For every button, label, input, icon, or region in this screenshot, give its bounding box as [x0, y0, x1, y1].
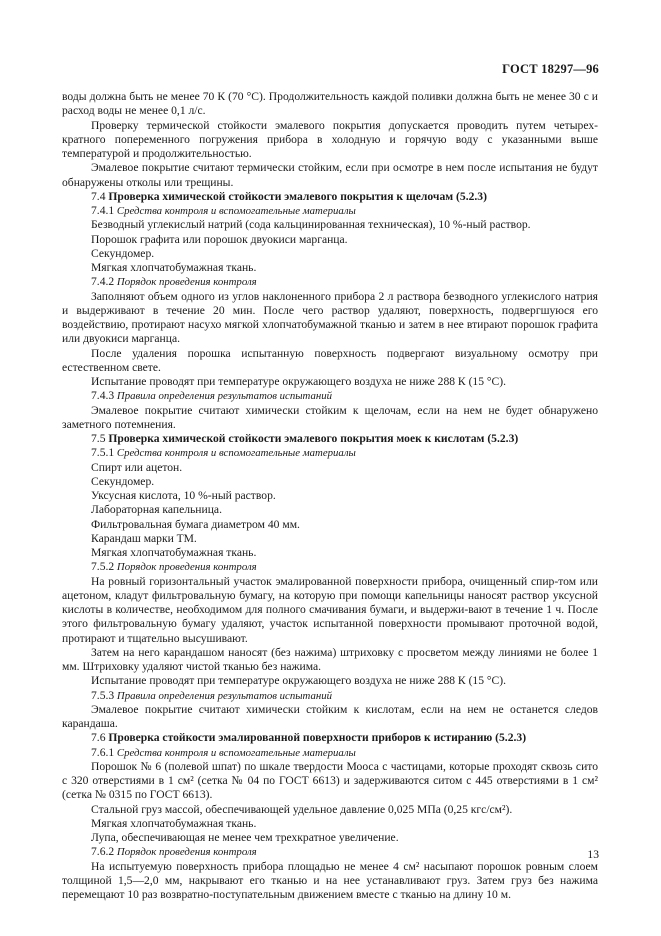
- subsection-title: Правила определения результатов испытаний: [116, 689, 333, 702]
- list-item: Секундомер.: [91, 474, 155, 488]
- subsection-title: Порядок проведения контроля: [116, 276, 257, 289]
- subsection-title: Средства контроля и вспомогательные материалы: [116, 205, 356, 217]
- section-heading: [62, 190, 598, 204]
- body-paragraph: После удаления порошка испытанную поверхность подвергают визуальному осмотру при естественном свете.: [62, 346, 598, 374]
- list-item: Порошок графита или порошок двуокиси марганца.: [91, 232, 348, 246]
- subsection-heading: [62, 746, 598, 760]
- subsection-title: Правила определения результатов испытаний: [116, 390, 333, 403]
- subsection-number: 7.4.1: [91, 204, 115, 217]
- body-paragraph: Эмалевое покрытие считают термически стойким, если при осмотре в нем после испытания не будут обнаружены отколы или трещины.: [62, 161, 598, 189]
- list-item: Карандаш марки ТМ.: [91, 531, 197, 545]
- body-paragraph: На испытуемую поверхность прибора площадью не менее 4 см² насыпают порошок ровным слоем толщиной 1,5—2,0 мм, накрывают его тканью и на нее устанавливают груз. Затем груз без нажима перемещают 10 раз возвратно-поступательным движением вместе с тканью на длину 10 м.: [62, 859, 598, 901]
- section-number: 7.6: [91, 731, 106, 745]
- body-paragraph: Проверку термической стойкости эмалевого покрытия допускается проводить путем четырех-кратного попеременного погружения прибора в холодную и горячую воду с указанными выше температурой и продолжительностью.: [62, 118, 598, 160]
- subsection-number: 7.6.2: [91, 845, 115, 859]
- list-item: Лабораторная капельница.: [91, 503, 222, 517]
- list-item: Мягкая хлопчатобумажная ткань.: [91, 546, 257, 559]
- page-number: 13: [587, 848, 599, 861]
- list-item: Секундомер.: [91, 246, 155, 260]
- section-title: Проверка стойкости эмалированной поверхности приборов к истиранию (5.2.3): [108, 731, 527, 745]
- body-paragraph: Эмалевое покрытие считают химически стойким к щелочам, если на нем не будет обнаружено заметного потемнения.: [62, 403, 598, 431]
- subsection-number: 7.5.1: [91, 446, 115, 460]
- list-item: Спирт или ацетон.: [91, 460, 183, 474]
- body-paragraph: Порошок № 6 (полевой шпат) по шкале твердости Мооса с частицами, которые проходят сквозь сито с 320 отверстиями в 1 см² (сетка № 04 по ГОСТ 6613) и задерживаются ситом с 445 отверстиями в 1 см² (сетка № 0315 по ГОСТ 6613).: [62, 759, 598, 802]
- document-body: [62, 90, 598, 902]
- list-item: Уксусная кислота, 10 %-ный раствор.: [91, 489, 276, 502]
- subsection-number: 7.5.3: [91, 688, 115, 702]
- section-heading: [62, 432, 598, 446]
- subsection-number: 7.4.2: [91, 275, 115, 289]
- list-item: Мягкая хлопчатобумажная ткань.: [91, 261, 257, 274]
- subsection-heading: [62, 446, 598, 460]
- list-item: Безводный углекислый натрий (сода кальцинированная техническая), 10 %-ный раствор.: [91, 218, 531, 232]
- body-paragraph: воды должна быть не менее 70 К (70 °С). Продолжительность каждой поливки должна быть не менее 30 с и расход воды не менее 0,1 л/с.: [62, 90, 598, 118]
- list-item: Стальной груз массой, обеспечивающей удельное давление 0,025 МПа (0,25 кгс/см²).: [91, 802, 513, 816]
- subsection-number: 7.6.1: [91, 745, 115, 759]
- body-paragraph: На ровный горизонтальный участок эмалированной поверхности прибора, очищенный спир-том или ацетоном, кладут фильтровальную бумагу, на которую при помощи капельницы наносят раствор уксусной кислоты в количестве, необходимом для полного смачивания бумаги, и выдержи-вают в течение 1 ч. После этого фильтровальную бумагу удаляют, участок испытанной поверхности промывают проточной водой, протирают и тщательно высушивают.: [62, 574, 598, 645]
- subsection-title: Порядок проведения контроля: [116, 561, 257, 574]
- section-title: Проверка химической стойкости эмалевого покрытия к щелочам (5.2.3): [108, 189, 487, 203]
- body-paragraph: Заполняют объем одного из углов наклоненного прибора 2 л раствора безводного углекислого натрия и выдерживают в течение 20 мин. После чего раствор удаляют, поверхность, подвергшуюся его воздействию, протирают насухо мягкой хлопчатобумажной тканью и затем в нее втирают порошок графита или двуокиси марганца.: [62, 289, 598, 346]
- subsection-number: 7.5.2: [91, 560, 115, 574]
- list-item: Мягкая хлопчатобумажная ткань.: [91, 816, 257, 830]
- body-paragraph: Затем на него карандашом наносят (без нажима) штриховку с просветом между линиями не более 1 мм. Штриховку удаляют чистой тканью без нажима.: [62, 645, 598, 673]
- document-header: [502, 62, 599, 77]
- section-number: 7.4: [91, 189, 106, 203]
- standard-title: ГОСТ 18297—96: [502, 62, 599, 76]
- subsection-heading: [62, 845, 598, 859]
- body-paragraph: Испытание проводят при температуре окружающего воздуха не ниже 288 К (15 °С).: [91, 674, 507, 688]
- subsection-heading: [62, 204, 598, 218]
- section-number: 7.5: [91, 432, 106, 445]
- list-item: Фильтровальная бумага диаметром 40 мм.: [91, 517, 300, 531]
- subsection-heading: [62, 560, 598, 574]
- body-paragraph: Эмалевое покрытие считают химически стойким к кислотам, если на нем не останется следов карандаша.: [62, 702, 598, 730]
- subsection-heading: [62, 689, 598, 703]
- body-paragraph: Испытание проводят при температуре окружающего воздуха не ниже 288 К (15 °С).: [91, 375, 507, 388]
- subsection-heading: [62, 275, 598, 289]
- list-item: Лупа, обеспечивающая не менее чем трехкратное увеличение.: [91, 831, 399, 844]
- section-title: Проверка химической стойкости эмалевого покрытия моек к кислотам (5.2.3): [108, 432, 519, 445]
- subsection-number: 7.4.3: [91, 389, 115, 403]
- subsection-title: Порядок проведения контроля: [116, 846, 257, 859]
- subsection-heading: [62, 389, 598, 403]
- subsection-title: Средства контроля и вспомогательные материалы: [116, 746, 356, 759]
- subsection-title: Средства контроля и вспомогательные материалы: [116, 447, 356, 460]
- section-heading: [62, 731, 598, 745]
